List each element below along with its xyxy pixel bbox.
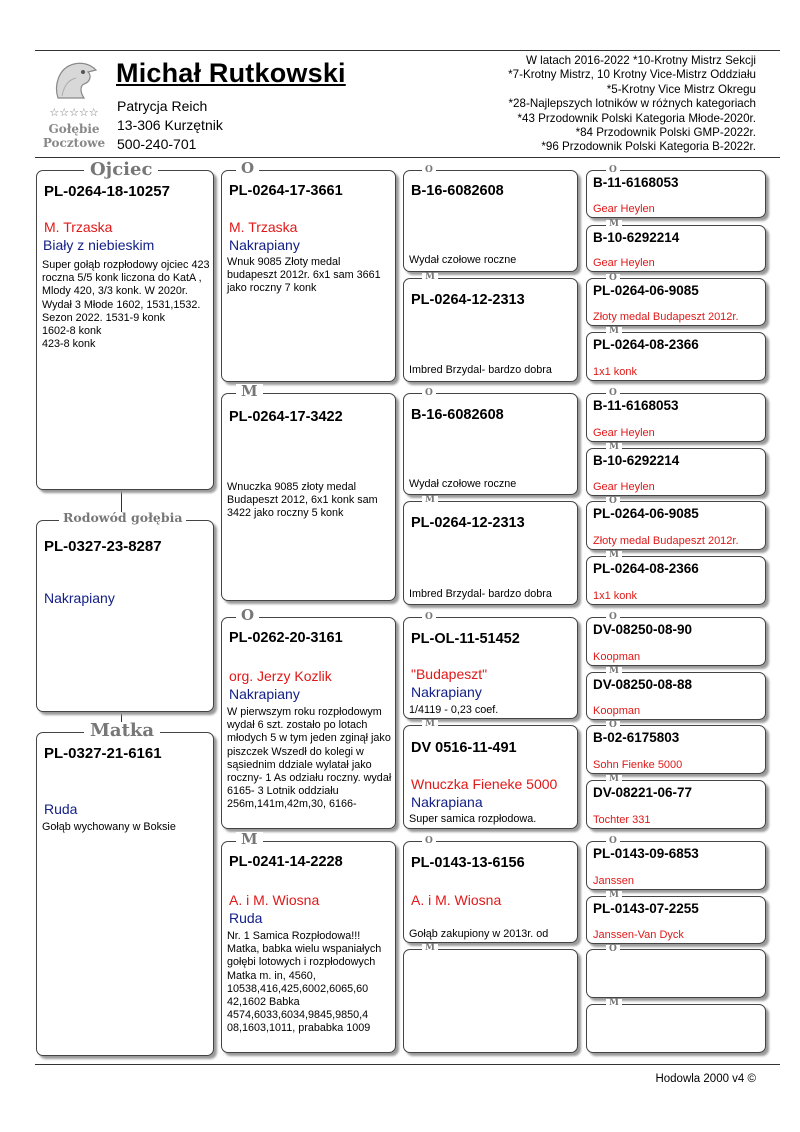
color-label: Nakrapiany: [411, 684, 482, 700]
achievement-line: *96 Przodownik Polski Kategoria B-2022r.: [541, 140, 756, 154]
bottom-rule: [35, 1064, 780, 1065]
achievement-line: *5-Krotny Vice Mistrz Okregu: [606, 82, 756, 96]
g4-card[interactable]: [586, 617, 766, 666]
note-text: Wnuczka 9085 złoty medal Budapeszt 2012, 6x1 konk sam 3422 jako roczny 5 konk: [227, 481, 378, 520]
note-text: Gołąb zakupiony w 2013r. od: [409, 928, 549, 940]
label-m: M: [606, 551, 622, 560]
note-text: Koopman: [593, 705, 641, 717]
ring-number: B-02-6175803: [593, 730, 680, 745]
ring-number: DV-08250-08-88: [593, 677, 693, 692]
ring-number: PL-0264-08-2366: [593, 337, 699, 352]
ring-number: PL-0327-21-6161: [44, 745, 162, 762]
ring-number: B-16-6082608: [411, 183, 504, 199]
label-o: O: [606, 721, 620, 730]
label-m: M: [236, 832, 263, 847]
g3-card[interactable]: [403, 170, 578, 272]
note-text: Janssen-Van Dyck: [593, 929, 684, 941]
label-o: O: [606, 166, 620, 175]
note-text: Gear Heylen: [593, 203, 655, 215]
ring-number: PL-0143-07-2255: [593, 901, 699, 916]
owner-name: M. Trzaska: [229, 219, 298, 235]
label-o: O: [606, 945, 620, 954]
label-o: O: [236, 608, 259, 623]
pedigree-label: Rodowód gołębia: [59, 512, 186, 525]
label-m: M: [422, 944, 438, 953]
label-o: O: [422, 166, 436, 175]
pigeon-head-icon: [50, 58, 100, 104]
g4-card[interactable]: [586, 448, 766, 496]
label-m: M: [422, 496, 438, 505]
ring-number: DV 0516-11-491: [411, 740, 517, 756]
ring-number: DV-08250-08-90: [593, 622, 693, 637]
note-text: Gear Heylen: [593, 427, 655, 439]
label-m: M: [606, 327, 622, 336]
top-rule: [35, 50, 780, 51]
mf-card[interactable]: [221, 617, 396, 829]
color-label: Nakrapiany: [229, 686, 300, 702]
label-m: M: [606, 667, 622, 676]
g3-card[interactable]: [403, 725, 578, 829]
owner-name: Wnuczka Fieneke 5000: [411, 776, 558, 792]
color-label: Nakrapiana: [411, 794, 483, 810]
logo-text-line2: Pocztowe: [42, 136, 106, 150]
ring-number: PL-0143-13-6156: [411, 855, 525, 871]
g4-card[interactable]: [586, 556, 766, 605]
owner-name: A. i M. Wiosna: [411, 892, 502, 908]
label-o: O: [606, 837, 620, 846]
subject-card[interactable]: [36, 520, 214, 712]
ring-number: PL-0143-09-6853: [593, 846, 699, 861]
ring-number: PL-0264-06-9085: [593, 506, 699, 521]
ring-number: PL-0264-08-2366: [593, 561, 699, 576]
ring-number: PL-0262-20-3161: [229, 630, 343, 646]
g4-card[interactable]: [586, 896, 766, 944]
label-m: M: [606, 220, 622, 229]
g4-card[interactable]: [586, 170, 766, 218]
owner-name: "Budapeszt": [411, 666, 488, 682]
owner-name: M. Trzaska: [44, 219, 113, 235]
label-o: O: [606, 613, 620, 622]
g4-card[interactable]: [586, 501, 766, 550]
ff-card[interactable]: [221, 170, 396, 382]
note-text: Sohn Fienke 5000: [593, 759, 683, 771]
ring-number: PL-0264-18-10257: [44, 183, 170, 200]
note-text: Złoty medal Budapeszt 2012r.: [593, 311, 739, 323]
contact-name: Patrycja Reich: [117, 98, 208, 114]
owner-name: org. Jerzy Kozlik: [229, 668, 332, 684]
note-text: Janssen: [593, 875, 634, 887]
note-text: Wydał czołowe roczne: [409, 254, 517, 266]
label-m: M: [422, 720, 438, 729]
mother-card[interactable]: [36, 732, 214, 1056]
label-m: M: [606, 999, 622, 1008]
achievement-line: *7-Krotny Mistrz, 10 Krotny Vice-Mistrz Oddziału: [508, 68, 756, 82]
note-text: Super gołąb rozpłodowy ojciec 423 roczna 5/5 konk liczona do KatA , Mlody 420, 3/3 konk. W 2020r. Wydał 3 Młode 1602, 1531,1532. Sezon 2022. 1531-9 konk 1602-8 konk 423-8 konk: [42, 259, 210, 351]
ring-number: B-11-6168053: [593, 398, 679, 413]
g4-card[interactable]: [586, 393, 766, 442]
label-m: M: [236, 384, 263, 399]
label-o: O: [606, 497, 620, 506]
note-text: Nr. 1 Samica Rozpłodowa!!! Matka, babka wielu wspaniałych gołębi lotowych i rozpłodowych Matka m. in, 4560, 10538,416,425,6002,6065,60 42,1602 Babka 4574,6033,6034,9845,9850,4 08,1603,1011, prababka 1009: [227, 930, 382, 1035]
footer-credit: Hodowla 2000 v4 ©: [655, 1073, 756, 1085]
ring-number: PL-0241-14-2228: [229, 854, 343, 870]
label-o: O: [606, 389, 620, 398]
g3-card[interactable]: [403, 841, 578, 943]
color-label: Ruda: [229, 910, 263, 926]
ring-number: PL-0264-12-2313: [411, 515, 525, 531]
g3-card-empty[interactable]: [403, 949, 578, 1053]
label-o: O: [422, 613, 436, 622]
label-m: M: [606, 775, 622, 784]
label-o: O: [422, 837, 436, 846]
contact-address: 13-306 Kurzętnik: [117, 117, 223, 133]
color-label: Ruda: [44, 801, 78, 817]
owner-name: A. i M. Wiosna: [229, 892, 320, 908]
g3-card[interactable]: [403, 617, 578, 719]
note-text: Tochter 331: [593, 814, 651, 826]
logo-text-line1: Gołębie: [48, 122, 100, 136]
header-divider: [35, 157, 780, 158]
achievement-line: *43 Przodownik Polski Kategoria Młode-2020r.: [517, 111, 756, 125]
note-text: Imbred Brzydal- bardzo dobra: [409, 588, 552, 600]
g4-card-empty[interactable]: [586, 1004, 766, 1053]
label-o: O: [422, 389, 436, 398]
note-text: 1x1 konk: [593, 366, 638, 378]
ring-number: PL-0264-17-3661: [229, 183, 343, 199]
g4-card-empty[interactable]: [586, 949, 766, 998]
ring-number: B-16-6082608: [411, 407, 504, 423]
ring-number: B-11-6168053: [593, 175, 679, 190]
father-card[interactable]: [36, 170, 214, 490]
g4-card[interactable]: [586, 841, 766, 890]
ring-number: PL-0264-17-3422: [229, 409, 343, 425]
logo: [36, 56, 112, 151]
g4-card[interactable]: [586, 725, 766, 774]
g4-card[interactable]: [586, 278, 766, 326]
mm-card[interactable]: [221, 841, 396, 1053]
note-text: 1x1 konk: [593, 590, 638, 602]
note-text: Koopman: [593, 651, 641, 663]
ring-number: DV-08221-06-77: [593, 785, 693, 800]
achievement-line: *28-Najlepszych lotników w różnych kategoriach: [508, 97, 756, 111]
label-o: O: [606, 274, 620, 283]
ring-number: PL-0264-06-9085: [593, 283, 699, 298]
g4-card[interactable]: [586, 780, 766, 829]
note-text: Gear Heylen: [593, 481, 655, 493]
g4-card[interactable]: [586, 672, 766, 720]
note-text: Gear Heylen: [593, 257, 655, 269]
note-text: 1/4119 - 0,23 coef.: [409, 704, 499, 716]
achievement-line: W latach 2016-2022 *10-Krotny Mistrz Sekcji: [525, 54, 756, 67]
note-text: W pierwszym roku rozpłodowym wydał 6 szt. zostało po lotach młodych 5 w tym jeden zginął jako piszczek Wszedł do kolegi w sąsiednim ddziale wylatał jako roczny- 1 As odziału roczny. wydał 6165- 3 Lotnik oddziału 256m,141m,42m,30, 6166-: [227, 706, 392, 811]
ring-number: B-10-6292214: [593, 230, 680, 245]
breeder-name: Michał Rutkowski: [116, 58, 346, 88]
contact-phone: 500-240-701: [117, 136, 197, 152]
color-label: Nakrapiany: [229, 237, 300, 253]
note-text: Wnuk 9085 Złoty medal budapeszt 2012r. 6x1 sam 3661 jako roczny 7 konk: [227, 256, 381, 295]
color-label: Nakrapiany: [44, 590, 115, 606]
achievements-list: [508, 54, 756, 155]
note-text: Gołąb wychowany w Boksie: [42, 821, 176, 833]
note-text: Super samica rozpłodowa.: [409, 813, 537, 825]
achievement-line: *84 Przodownik Polski GMP-2022r.: [575, 126, 756, 140]
g3-card[interactable]: [403, 278, 578, 382]
ring-number: PL-0327-23-8287: [44, 538, 162, 555]
note-text: Wydał czołowe roczne: [409, 478, 517, 490]
color-label: Biały z niebieskim: [43, 237, 155, 253]
ring-number: PL-OL-11-51452: [411, 631, 520, 647]
ring-number: PL-0264-12-2313: [411, 292, 525, 308]
mother-label: Matka: [84, 722, 160, 740]
label-m: M: [606, 443, 622, 452]
rating-stars: ☆☆☆☆☆: [49, 107, 99, 119]
g3-card[interactable]: [403, 501, 578, 605]
g4-card[interactable]: [586, 332, 766, 381]
g4-card[interactable]: [586, 225, 766, 272]
label-m: M: [606, 891, 622, 900]
note-text: Złoty medal Budapeszt 2012r.: [593, 535, 739, 547]
note-text: Imbred Brzydal- bardzo dobra: [409, 364, 552, 376]
label-o: O: [236, 161, 259, 176]
ring-number: B-10-6292214: [593, 453, 680, 468]
g3-card[interactable]: [403, 393, 578, 495]
father-label: Ojciec: [84, 161, 158, 179]
label-m: M: [422, 273, 438, 282]
fm-card[interactable]: [221, 393, 396, 601]
